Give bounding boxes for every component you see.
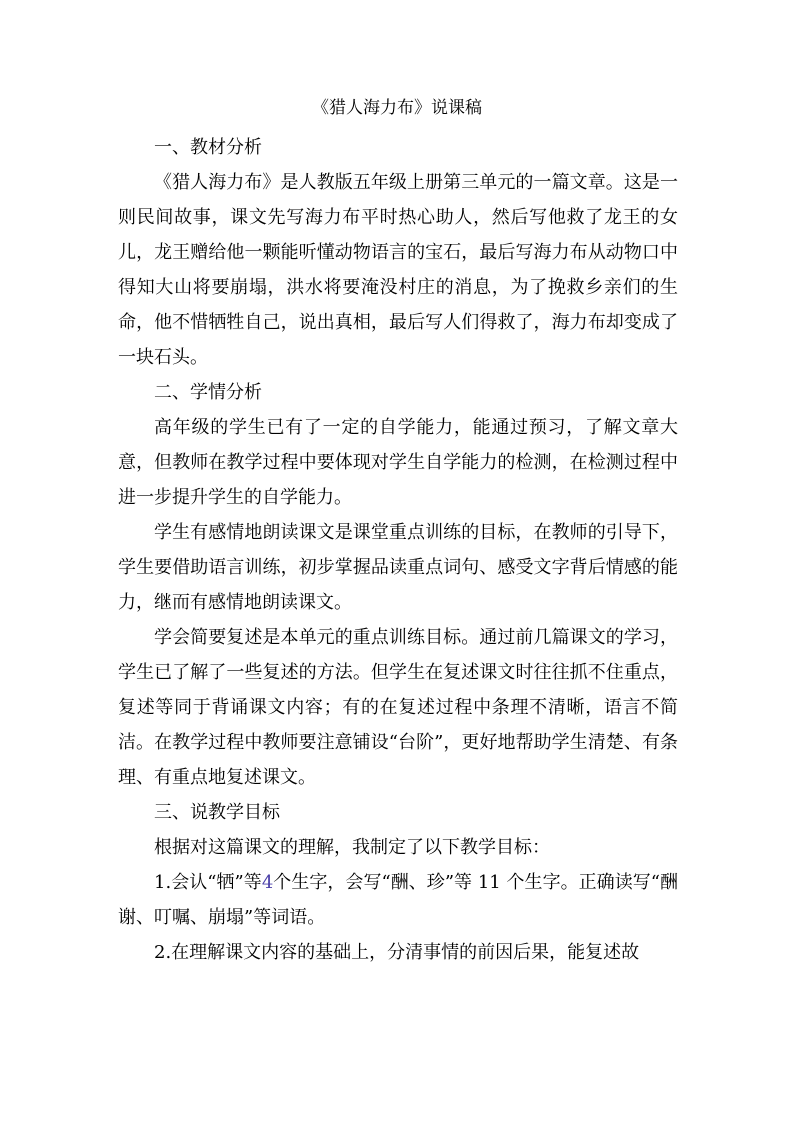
paragraph-textbook-analysis: 《猎人海力布》是人教版五年级上册第三单元的一篇文章。这是一则民间故事，课文先写海力布平时热心助人，然后写他救了龙王的女儿，龙王赠给他一颗能听懂动物语言的宝石，最后写海力布从动物口中得知大山将要崩塌，洪水将要淹没村庄的消息，为了挽救乡亲们的生命，他不惜牺牲自己，说出真相，最后写人们得救了，海力布却变成了一块石头。 <box>118 172 678 368</box>
goal-1-text-after: 个生字，会写“酬、珍”等 11 个生字。正确读写“酬谢、叮嘱、崩塌”等词语。 <box>118 872 679 928</box>
section-heading-teaching-goals: 三、说教学目标 <box>154 802 280 823</box>
goal-item-1 <box>118 865 678 935</box>
section-heading-student-analysis: 二、学情分析 <box>154 382 262 403</box>
goal-1-text-before: 1.会认“牺”等 <box>154 872 262 893</box>
goal-item-2: 2.在理解课文内容的基础上，分清事情的前因后果，能复述故 <box>154 942 640 963</box>
document-title: 《猎人海力布》说课稿 <box>312 98 482 118</box>
paragraph-goals-intro: 根据对这篇课文的理解，我制定了以下教学目标： <box>154 837 550 858</box>
document-body <box>118 130 678 970</box>
goal-1-number: 4 <box>261 872 274 893</box>
paragraph-student-self-study: 高年级的学生已有了一定的自学能力，能通过预习，了解文章大意，但教师在教学过程中要体现对学生自学能力的检测，在检测过程中进一步提升学生的自学能力。 <box>118 417 678 508</box>
section-heading-textbook-analysis: 一、教材分析 <box>154 137 262 158</box>
paragraph-emotional-reading: 学生有感情地朗读课文是课堂重点训练的目标，在教师的引导下，学生要借助语言训练，初步掌握品读重点词句、感受文字背后情感的能力，继而有感情地朗读课文。 <box>118 522 678 613</box>
paragraph-retelling: 学会简要复述是本单元的重点训练目标。通过前几篇课文的学习，学生已了解了一些复述的方法。但学生在复述课文时往往抓不住重点，复述等同于背诵课文内容；有的在复述过程中条理不清晰，语言不简洁。在教学过程中教师要注意铺设“台阶”，更好地帮助学生清楚、有条理、有重点地复述课文。 <box>118 627 678 788</box>
